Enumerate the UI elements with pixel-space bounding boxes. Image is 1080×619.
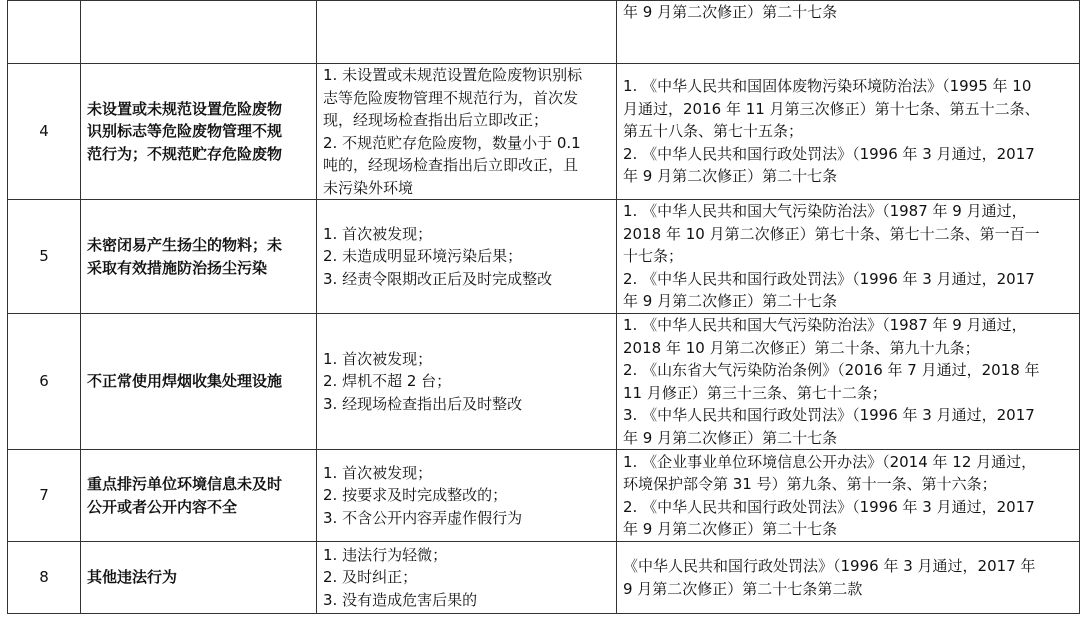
- legal-basis-line: 2. 《中华人民共和国行政处罚法》（1996 年 3 月通过，2017: [623, 269, 1035, 288]
- legal-basis-line: 年 9 月第二次修正）第二十七条: [623, 167, 838, 186]
- table-row: [8, 542, 1080, 614]
- violation-item-text: 识别标志等危险废物管理不规: [87, 122, 283, 141]
- legal-basis-line: 3. 《中华人民共和国行政处罚法》（1996 年 3 月通过，2017: [623, 406, 1035, 424]
- violation-item-text: 未密闭易产生扬尘的物料；未: [87, 236, 283, 254]
- violation-item-text: 重点排污单位环境信息未及时: [87, 475, 283, 493]
- legal-basis-line: 9 月第二次修正）第二十七条第二款: [623, 579, 863, 598]
- legal-basis-line: 年 9 月第二次修正）第二十七条: [623, 3, 838, 21]
- condition-cell: [317, 200, 617, 314]
- legal-basis-line: 1. 《企业事业单位环境信息公开办法》（2014 年 12 月通过，: [623, 452, 1037, 471]
- legal-basis-cell: [617, 450, 1080, 542]
- legal-basis-line: 2. 《山东省大气污染防治条例》（2016 年 7 月通过，2018 年: [623, 361, 1040, 379]
- violation-item-text: 不正常使用焊烟收集处理设施: [87, 372, 283, 391]
- violation-item-text: 采取有效措施防治扬尘污染: [87, 258, 268, 277]
- violation-item-text: 未设置或未规范设置危险废物: [87, 99, 283, 118]
- penalty-exemption-table: [7, 0, 1080, 614]
- row-number: [8, 1, 81, 64]
- row-number: 8: [8, 542, 81, 614]
- table-row: [8, 64, 1080, 200]
- table-row: [8, 1, 1080, 64]
- table-body: [8, 1, 1080, 614]
- row-number: 7: [8, 450, 81, 542]
- legal-basis-line: 2018 年 10 月第二次修正）第七十条、第七十二条、第一百一: [623, 224, 1040, 243]
- condition-line: 吨的，经现场检查指出后立即改正，且: [323, 156, 579, 174]
- condition-line: 1. 首次被发现；: [323, 224, 433, 243]
- violation-item-cell: [81, 542, 317, 614]
- legal-basis-line: 年 9 月第二次修正）第二十七条: [623, 292, 838, 311]
- condition-line: 2. 按要求及时完成整改的；: [323, 486, 508, 505]
- legal-basis-cell: [617, 1, 1080, 64]
- condition-line: 未污染外环境: [323, 178, 414, 197]
- legal-basis-cell: [617, 64, 1080, 200]
- table-row: [8, 450, 1080, 542]
- condition-line: 2. 及时纠正；: [323, 568, 418, 587]
- violation-item-cell: [81, 314, 317, 450]
- legal-basis-line: 2018 年 10 月第二次修正）第二十条、第九十九条；: [623, 338, 980, 357]
- legal-basis-line: 《中华人民共和国行政处罚法》（1996 年 3 月通过，2017 年: [623, 557, 1036, 575]
- condition-line: 3. 没有造成危害后果的: [323, 590, 478, 609]
- condition-line: 1. 违法行为轻微；: [323, 545, 448, 564]
- legal-basis-line: 十七条；: [623, 247, 684, 266]
- violation-item-cell: [81, 64, 317, 200]
- condition-line: 2. 焊机不超 2 台；: [323, 372, 452, 391]
- condition-line: 1. 未设置或未规范设置危险废物识别标: [323, 66, 583, 84]
- table-row: [8, 314, 1080, 450]
- row-number: 5: [8, 200, 81, 314]
- condition-line: 2. 未造成明显环境污染后果；: [323, 247, 523, 266]
- violation-item-text: 其他违法行为: [87, 568, 178, 587]
- condition-line: 2. 不规范贮存危险废物，数量小于 0.1: [323, 133, 581, 152]
- violation-item-cell: [81, 200, 317, 314]
- legal-basis-line: 1. 《中华人民共和国大气污染防治法》（1987 年 9 月通过，: [623, 202, 1027, 221]
- condition-cell: [317, 450, 617, 542]
- condition-line: 3. 经现场检查指出后及时整改: [323, 394, 523, 413]
- condition-cell: [317, 64, 617, 200]
- legal-basis-line: 2. 《中华人民共和国行政处罚法》（1996 年 3 月通过，2017: [623, 497, 1035, 516]
- condition-line: 1. 首次被发现；: [323, 349, 433, 368]
- condition-cell: [317, 542, 617, 614]
- legal-basis-line: 2. 《中华人民共和国行政处罚法》（1996 年 3 月通过，2017: [623, 144, 1035, 163]
- legal-basis-line: 第五十八条、第七十五条；: [623, 122, 804, 141]
- row-number: 6: [8, 314, 81, 450]
- violation-item-cell: [81, 450, 317, 542]
- legal-basis-line: 11 月修正）第三十三条、第七十二条；: [623, 383, 887, 402]
- violation-item-text: 范行为；不规范贮存危险废物: [87, 144, 283, 163]
- legal-basis-line: 环境保护部令第 31 号）第九条、第十一条、第十六条；: [623, 475, 997, 493]
- condition-line: 1. 首次被发现；: [323, 463, 433, 482]
- condition-cell: [317, 1, 617, 64]
- violation-item-text: 公开或者公开内容不全: [87, 497, 238, 516]
- row-number: 4: [8, 64, 81, 200]
- condition-line: 3. 不含公开内容弄虚作假行为: [323, 508, 523, 527]
- legal-basis-line: 月通过，2016 年 11 月第三次修正）第十七条、第五十二条、: [623, 99, 1040, 118]
- table-row: [8, 200, 1080, 314]
- violation-item-cell: [81, 1, 317, 64]
- legal-basis-line: 1. 《中华人民共和国大气污染防治法》（1987 年 9 月通过，: [623, 316, 1027, 334]
- legal-basis-cell: [617, 542, 1080, 614]
- condition-line: 3. 经责令限期改正后及时完成整改: [323, 269, 553, 288]
- legal-basis-line: 年 9 月第二次修正）第二十七条: [623, 520, 838, 538]
- legal-basis-line: 1. 《中华人民共和国固体废物污染环境防治法》（1995 年 10: [623, 77, 1032, 96]
- condition-line: 现，经现场检查指出后立即改正；: [323, 111, 549, 129]
- condition-line: 志等危险废物管理不规范行为，首次发: [323, 88, 579, 107]
- legal-basis-cell: [617, 200, 1080, 314]
- legal-basis-cell: [617, 314, 1080, 450]
- legal-basis-line: 年 9 月第二次修正）第二十七条: [623, 428, 838, 447]
- condition-cell: [317, 314, 617, 450]
